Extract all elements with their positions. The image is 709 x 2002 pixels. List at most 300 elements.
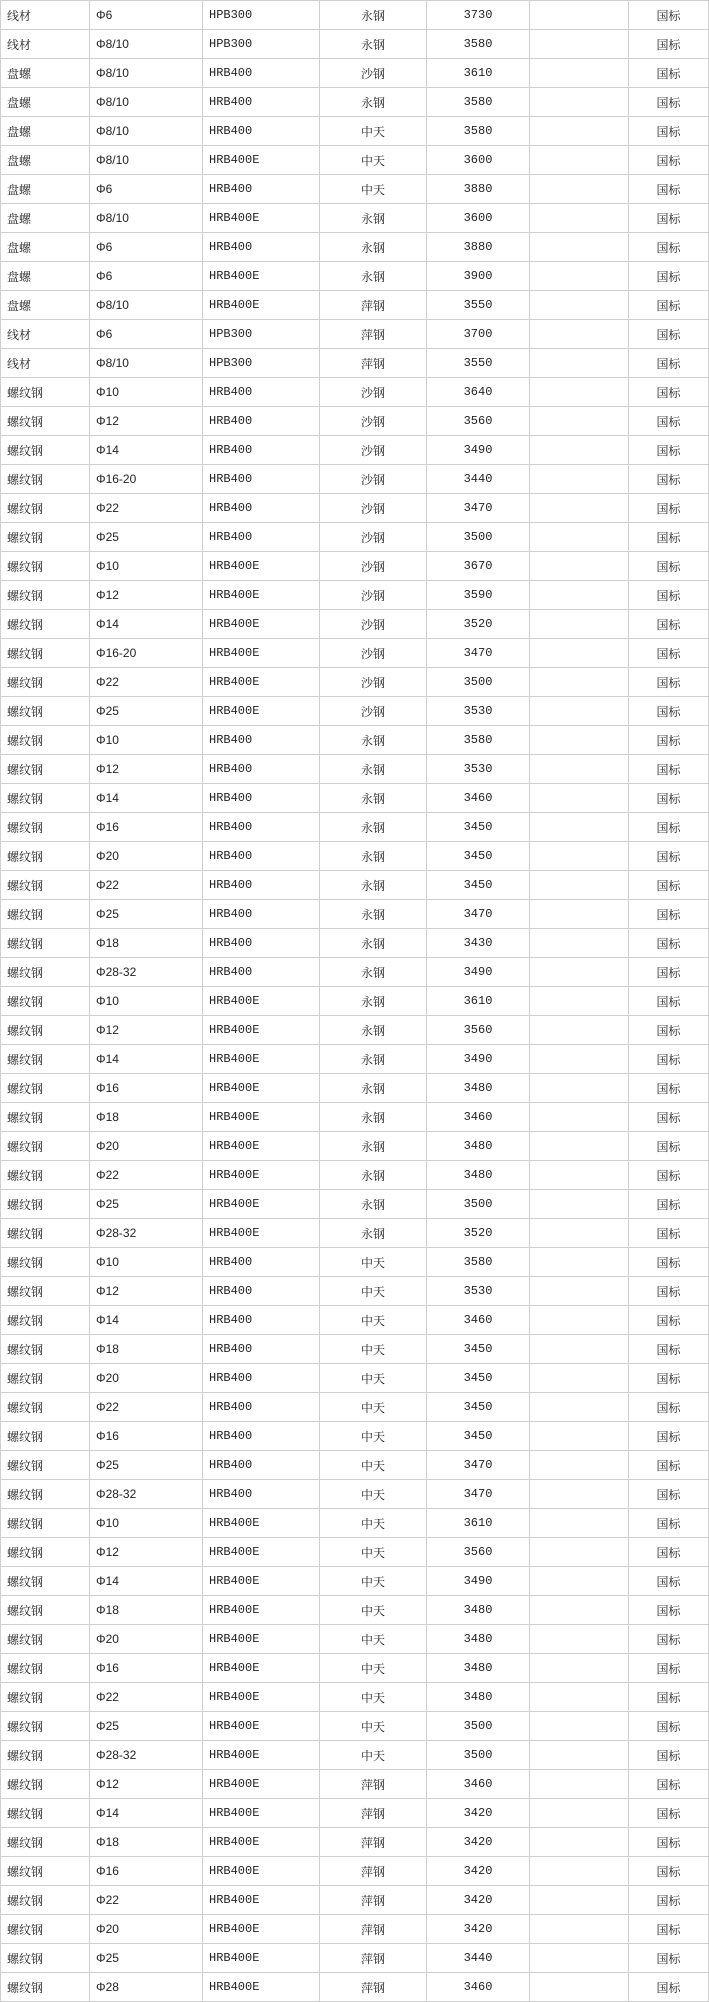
cell-note: [530, 1248, 629, 1277]
table-row: [1, 117, 709, 146]
cell-material-grade: HRB400: [203, 436, 320, 465]
cell-mill: 永钢: [320, 958, 427, 987]
cell-product-name: 螺纹钢: [1, 1538, 90, 1567]
cell-mill: 永钢: [320, 900, 427, 929]
cell-mill: 永钢: [320, 1, 427, 30]
table-row: [1, 871, 709, 900]
cell-specification: Φ10: [90, 987, 203, 1016]
cell-specification: Φ16: [90, 1654, 203, 1683]
cell-specification: Φ18: [90, 1103, 203, 1132]
cell-price: 3470: [427, 1451, 530, 1480]
cell-standard: 国标: [629, 233, 709, 262]
cell-mill: 永钢: [320, 204, 427, 233]
cell-mill: 沙钢: [320, 552, 427, 581]
cell-note: [530, 1770, 629, 1799]
cell-specification: Φ25: [90, 523, 203, 552]
cell-product-name: 盘螺: [1, 146, 90, 175]
cell-mill: 中天: [320, 1451, 427, 1480]
cell-material-grade: HRB400E: [203, 1625, 320, 1654]
cell-product-name: 螺纹钢: [1, 639, 90, 668]
cell-specification: Φ25: [90, 1944, 203, 1973]
cell-standard: 国标: [629, 784, 709, 813]
table-row: [1, 1393, 709, 1422]
cell-standard: 国标: [629, 813, 709, 842]
cell-product-name: 螺纹钢: [1, 1857, 90, 1886]
cell-product-name: 螺纹钢: [1, 1741, 90, 1770]
cell-note: [530, 1944, 629, 1973]
cell-standard: 国标: [629, 1422, 709, 1451]
cell-mill: 萍钢: [320, 349, 427, 378]
cell-standard: 国标: [629, 1654, 709, 1683]
cell-specification: Φ25: [90, 900, 203, 929]
cell-specification: Φ10: [90, 726, 203, 755]
cell-mill: 永钢: [320, 262, 427, 291]
cell-specification: Φ8/10: [90, 204, 203, 233]
cell-price: 3580: [427, 1248, 530, 1277]
cell-mill: 永钢: [320, 1016, 427, 1045]
table-row: [1, 1480, 709, 1509]
cell-product-name: 螺纹钢: [1, 1393, 90, 1422]
cell-specification: Φ14: [90, 784, 203, 813]
cell-standard: 国标: [629, 523, 709, 552]
cell-price: 3440: [427, 465, 530, 494]
cell-product-name: 螺纹钢: [1, 1132, 90, 1161]
cell-price: 3490: [427, 436, 530, 465]
cell-product-name: 线材: [1, 1, 90, 30]
cell-price: 3880: [427, 233, 530, 262]
cell-note: [530, 1712, 629, 1741]
cell-note: [530, 494, 629, 523]
cell-standard: 国标: [629, 378, 709, 407]
cell-specification: Φ12: [90, 1277, 203, 1306]
cell-price: 3450: [427, 1364, 530, 1393]
cell-standard: 国标: [629, 1509, 709, 1538]
cell-material-grade: HRB400: [203, 726, 320, 755]
cell-note: [530, 726, 629, 755]
table-row: [1, 175, 709, 204]
cell-mill: 沙钢: [320, 697, 427, 726]
cell-note: [530, 1509, 629, 1538]
cell-specification: Φ12: [90, 755, 203, 784]
table-row: [1, 1, 709, 30]
cell-standard: 国标: [629, 610, 709, 639]
cell-mill: 沙钢: [320, 523, 427, 552]
cell-material-grade: HRB400E: [203, 1915, 320, 1944]
cell-mill: 永钢: [320, 1074, 427, 1103]
cell-material-grade: HRB400E: [203, 987, 320, 1016]
cell-material-grade: HRB400: [203, 175, 320, 204]
table-row: [1, 1828, 709, 1857]
cell-material-grade: HRB400E: [203, 1886, 320, 1915]
cell-note: [530, 1393, 629, 1422]
cell-price: 3590: [427, 581, 530, 610]
cell-product-name: 螺纹钢: [1, 1886, 90, 1915]
cell-price: 3530: [427, 755, 530, 784]
cell-price: 3610: [427, 987, 530, 1016]
cell-specification: Φ12: [90, 1016, 203, 1045]
cell-mill: 中天: [320, 1335, 427, 1364]
cell-specification: Φ8/10: [90, 117, 203, 146]
table-row: [1, 30, 709, 59]
cell-mill: 中天: [320, 1480, 427, 1509]
cell-mill: 永钢: [320, 726, 427, 755]
cell-standard: 国标: [629, 1393, 709, 1422]
cell-note: [530, 813, 629, 842]
table-row: [1, 1509, 709, 1538]
cell-note: [530, 320, 629, 349]
table-row: [1, 1567, 709, 1596]
cell-product-name: 螺纹钢: [1, 726, 90, 755]
cell-product-name: 盘螺: [1, 117, 90, 146]
cell-standard: 国标: [629, 1103, 709, 1132]
table-row: [1, 233, 709, 262]
cell-price: 3580: [427, 117, 530, 146]
table-row: [1, 1915, 709, 1944]
cell-price: 3500: [427, 1190, 530, 1219]
cell-specification: Φ25: [90, 1712, 203, 1741]
cell-note: [530, 1567, 629, 1596]
cell-material-grade: HRB400E: [203, 1654, 320, 1683]
table-row: [1, 552, 709, 581]
table-row: [1, 494, 709, 523]
table-row: [1, 610, 709, 639]
cell-specification: Φ10: [90, 1509, 203, 1538]
cell-price: 3460: [427, 1770, 530, 1799]
cell-standard: 国标: [629, 1712, 709, 1741]
cell-specification: Φ25: [90, 697, 203, 726]
cell-material-grade: HRB400E: [203, 1857, 320, 1886]
cell-price: 3450: [427, 842, 530, 871]
cell-material-grade: HRB400E: [203, 262, 320, 291]
cell-price: 3490: [427, 1567, 530, 1596]
cell-material-grade: HRB400: [203, 784, 320, 813]
table-row: [1, 1741, 709, 1770]
cell-price: 3420: [427, 1915, 530, 1944]
cell-mill: 萍钢: [320, 320, 427, 349]
cell-material-grade: HRB400: [203, 1335, 320, 1364]
cell-product-name: 螺纹钢: [1, 494, 90, 523]
table-row: [1, 204, 709, 233]
table-row: [1, 1857, 709, 1886]
cell-specification: Φ22: [90, 1393, 203, 1422]
cell-material-grade: HRB400: [203, 88, 320, 117]
table-row: [1, 1074, 709, 1103]
cell-mill: 中天: [320, 1393, 427, 1422]
cell-product-name: 螺纹钢: [1, 871, 90, 900]
table-row: [1, 523, 709, 552]
cell-mill: 中天: [320, 175, 427, 204]
cell-material-grade: HRB400: [203, 1451, 320, 1480]
cell-price: 3420: [427, 1857, 530, 1886]
cell-product-name: 螺纹钢: [1, 784, 90, 813]
cell-note: [530, 233, 629, 262]
cell-product-name: 螺纹钢: [1, 1045, 90, 1074]
cell-note: [530, 1538, 629, 1567]
cell-product-name: 螺纹钢: [1, 958, 90, 987]
table-row: [1, 262, 709, 291]
cell-note: [530, 581, 629, 610]
cell-mill: 永钢: [320, 813, 427, 842]
cell-specification: Φ14: [90, 436, 203, 465]
cell-specification: Φ18: [90, 1596, 203, 1625]
cell-note: [530, 1683, 629, 1712]
cell-material-grade: HRB400E: [203, 1973, 320, 2002]
cell-price: 3450: [427, 813, 530, 842]
cell-standard: 国标: [629, 1625, 709, 1654]
cell-price: 3610: [427, 1509, 530, 1538]
cell-product-name: 螺纹钢: [1, 1190, 90, 1219]
cell-price: 3900: [427, 262, 530, 291]
cell-mill: 永钢: [320, 1045, 427, 1074]
cell-price: 3480: [427, 1161, 530, 1190]
cell-product-name: 盘螺: [1, 262, 90, 291]
cell-specification: Φ18: [90, 929, 203, 958]
cell-product-name: 盘螺: [1, 233, 90, 262]
table-row: [1, 1248, 709, 1277]
cell-standard: 国标: [629, 1915, 709, 1944]
table-row: [1, 1161, 709, 1190]
cell-specification: Φ22: [90, 1161, 203, 1190]
cell-specification: Φ22: [90, 1886, 203, 1915]
cell-price: 3420: [427, 1828, 530, 1857]
cell-price: 3580: [427, 30, 530, 59]
cell-specification: Φ20: [90, 1625, 203, 1654]
cell-note: [530, 1045, 629, 1074]
cell-note: [530, 465, 629, 494]
cell-standard: 国标: [629, 349, 709, 378]
cell-standard: 国标: [629, 320, 709, 349]
cell-standard: 国标: [629, 407, 709, 436]
cell-note: [530, 436, 629, 465]
table-row: [1, 668, 709, 697]
cell-price: 3490: [427, 958, 530, 987]
cell-material-grade: HRB400E: [203, 1509, 320, 1538]
cell-standard: 国标: [629, 1190, 709, 1219]
table-row: [1, 1045, 709, 1074]
cell-product-name: 螺纹钢: [1, 1480, 90, 1509]
cell-standard: 国标: [629, 291, 709, 320]
cell-product-name: 螺纹钢: [1, 1625, 90, 1654]
table-row: [1, 1944, 709, 1973]
cell-standard: 国标: [629, 1857, 709, 1886]
cell-price: 3880: [427, 175, 530, 204]
cell-mill: 中天: [320, 1567, 427, 1596]
cell-standard: 国标: [629, 552, 709, 581]
cell-standard: 国标: [629, 900, 709, 929]
cell-product-name: 螺纹钢: [1, 755, 90, 784]
cell-note: [530, 1451, 629, 1480]
cell-note: [530, 204, 629, 233]
cell-product-name: 螺纹钢: [1, 1712, 90, 1741]
cell-material-grade: HRB400: [203, 1393, 320, 1422]
cell-standard: 国标: [629, 436, 709, 465]
cell-mill: 沙钢: [320, 378, 427, 407]
cell-material-grade: HRB400E: [203, 1741, 320, 1770]
cell-specification: Φ22: [90, 1683, 203, 1712]
cell-note: [530, 1741, 629, 1770]
cell-specification: Φ14: [90, 610, 203, 639]
cell-material-grade: HRB400: [203, 59, 320, 88]
cell-material-grade: HRB400: [203, 378, 320, 407]
cell-note: [530, 1306, 629, 1335]
cell-mill: 永钢: [320, 233, 427, 262]
cell-price: 3460: [427, 1306, 530, 1335]
cell-note: [530, 1074, 629, 1103]
table-row: [1, 697, 709, 726]
cell-specification: Φ22: [90, 871, 203, 900]
cell-mill: 永钢: [320, 929, 427, 958]
cell-mill: 永钢: [320, 30, 427, 59]
table-row: [1, 784, 709, 813]
cell-material-grade: HRB400E: [203, 639, 320, 668]
cell-note: [530, 291, 629, 320]
cell-specification: Φ10: [90, 552, 203, 581]
cell-mill: 沙钢: [320, 465, 427, 494]
table-row: [1, 1538, 709, 1567]
cell-mill: 沙钢: [320, 59, 427, 88]
cell-product-name: 螺纹钢: [1, 900, 90, 929]
cell-product-name: 螺纹钢: [1, 668, 90, 697]
cell-product-name: 螺纹钢: [1, 1364, 90, 1393]
cell-standard: 国标: [629, 755, 709, 784]
table-row: [1, 1451, 709, 1480]
cell-standard: 国标: [629, 668, 709, 697]
cell-mill: 中天: [320, 1596, 427, 1625]
cell-price: 3560: [427, 1016, 530, 1045]
cell-specification: Φ16: [90, 1074, 203, 1103]
table-row: [1, 1683, 709, 1712]
cell-note: [530, 88, 629, 117]
cell-material-grade: HRB400: [203, 871, 320, 900]
cell-specification: Φ20: [90, 1364, 203, 1393]
table-row: [1, 1654, 709, 1683]
cell-note: [530, 146, 629, 175]
cell-material-grade: HRB400E: [203, 1132, 320, 1161]
table-row: [1, 1770, 709, 1799]
cell-price: 3430: [427, 929, 530, 958]
cell-standard: 国标: [629, 1596, 709, 1625]
cell-product-name: 螺纹钢: [1, 1915, 90, 1944]
cell-product-name: 螺纹钢: [1, 1335, 90, 1364]
cell-price: 3470: [427, 1480, 530, 1509]
cell-standard: 国标: [629, 1219, 709, 1248]
cell-material-grade: HRB400E: [203, 1161, 320, 1190]
cell-standard: 国标: [629, 59, 709, 88]
cell-material-grade: HRB400E: [203, 146, 320, 175]
cell-mill: 永钢: [320, 1219, 427, 1248]
cell-note: [530, 1, 629, 30]
cell-price: 3530: [427, 1277, 530, 1306]
table-row: [1, 1422, 709, 1451]
cell-price: 3450: [427, 1422, 530, 1451]
cell-price: 3480: [427, 1132, 530, 1161]
cell-mill: 中天: [320, 1509, 427, 1538]
table-body: [1, 1, 709, 2002]
cell-mill: 永钢: [320, 755, 427, 784]
cell-mill: 中天: [320, 1306, 427, 1335]
table-row: [1, 1625, 709, 1654]
cell-material-grade: HRB400E: [203, 1944, 320, 1973]
cell-specification: Φ6: [90, 1, 203, 30]
cell-standard: 国标: [629, 494, 709, 523]
cell-material-grade: HRB400: [203, 1364, 320, 1393]
cell-standard: 国标: [629, 1944, 709, 1973]
cell-note: [530, 378, 629, 407]
cell-standard: 国标: [629, 987, 709, 1016]
table-row: [1, 378, 709, 407]
cell-price: 3560: [427, 1538, 530, 1567]
cell-product-name: 螺纹钢: [1, 1248, 90, 1277]
cell-product-name: 螺纹钢: [1, 697, 90, 726]
cell-price: 3700: [427, 320, 530, 349]
cell-standard: 国标: [629, 1045, 709, 1074]
cell-price: 3580: [427, 726, 530, 755]
cell-standard: 国标: [629, 1161, 709, 1190]
cell-material-grade: HRB400E: [203, 1219, 320, 1248]
cell-note: [530, 1161, 629, 1190]
cell-material-grade: HRB400E: [203, 1016, 320, 1045]
cell-specification: Φ6: [90, 233, 203, 262]
cell-price: 3450: [427, 1335, 530, 1364]
cell-price: 3550: [427, 291, 530, 320]
cell-mill: 永钢: [320, 1161, 427, 1190]
cell-price: 3530: [427, 697, 530, 726]
cell-material-grade: HRB400E: [203, 697, 320, 726]
cell-price: 3480: [427, 1596, 530, 1625]
cell-price: 3470: [427, 900, 530, 929]
cell-price: 3580: [427, 88, 530, 117]
cell-note: [530, 1190, 629, 1219]
table-row: [1, 987, 709, 1016]
cell-standard: 国标: [629, 1364, 709, 1393]
cell-specification: Φ6: [90, 262, 203, 291]
cell-standard: 国标: [629, 1074, 709, 1103]
cell-material-grade: HRB400E: [203, 610, 320, 639]
cell-price: 3610: [427, 59, 530, 88]
cell-note: [530, 1277, 629, 1306]
cell-material-grade: HPB300: [203, 1, 320, 30]
cell-product-name: 盘螺: [1, 204, 90, 233]
cell-specification: Φ16: [90, 1857, 203, 1886]
cell-product-name: 螺纹钢: [1, 581, 90, 610]
cell-product-name: 螺纹钢: [1, 987, 90, 1016]
cell-note: [530, 1016, 629, 1045]
cell-material-grade: HRB400E: [203, 668, 320, 697]
cell-standard: 国标: [629, 1741, 709, 1770]
cell-specification: Φ12: [90, 1770, 203, 1799]
cell-material-grade: HRB400E: [203, 581, 320, 610]
cell-material-grade: HRB400E: [203, 1828, 320, 1857]
cell-note: [530, 1799, 629, 1828]
cell-specification: Φ14: [90, 1045, 203, 1074]
cell-product-name: 螺纹钢: [1, 436, 90, 465]
cell-specification: Φ25: [90, 1190, 203, 1219]
cell-specification: Φ28-32: [90, 958, 203, 987]
cell-specification: Φ14: [90, 1567, 203, 1596]
cell-mill: 中天: [320, 117, 427, 146]
cell-product-name: 螺纹钢: [1, 610, 90, 639]
cell-price: 3470: [427, 494, 530, 523]
cell-material-grade: HRB400: [203, 1306, 320, 1335]
cell-mill: 中天: [320, 1538, 427, 1567]
cell-material-grade: HRB400E: [203, 552, 320, 581]
cell-note: [530, 987, 629, 1016]
cell-note: [530, 900, 629, 929]
cell-specification: Φ8/10: [90, 349, 203, 378]
cell-product-name: 螺纹钢: [1, 1828, 90, 1857]
cell-product-name: 螺纹钢: [1, 1973, 90, 2002]
cell-price: 3480: [427, 1625, 530, 1654]
